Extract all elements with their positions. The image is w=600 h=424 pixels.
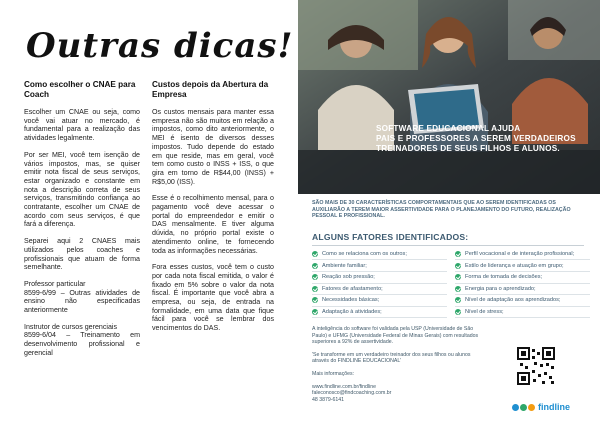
findline-logo [512,400,570,414]
column-costs [152,80,274,341]
factor-item [455,284,590,296]
factor-label: Nível de adaptação aos aprendizados; [465,297,561,304]
divider [312,245,584,246]
factor-item [455,249,590,261]
factor-label: Ambiente familiar; [322,262,367,269]
factor-label: Fatores de afastamento; [322,285,383,292]
factor-item [455,272,590,284]
cnae-paragraph-2: Por ser MEI, você tem isenção de vários impostos, mas, se quiser emitir nota fiscal de seus serviços, estar organizado e constante em nota a descrição correta de seus serviços, transmitindo confiança ao contratante, escolher um CNAE de acordo com seus serviços, é que fará a diferença. [24,150,140,229]
factors-title: ALGUNS FATORES IDENTIFICADOS: [312,231,469,242]
factor-label: Necessidades básicas; [322,297,380,304]
costs-heading: Custos depois da Abertura da Empresa [152,80,269,99]
check-icon [312,297,318,303]
check-icon [455,286,461,292]
banner-line-1: SOFTWARE EDUCACIONAL AJUDA [376,124,521,133]
factor-label: Reação sob pressão; [322,274,375,281]
qr-code-icon [516,346,556,386]
logo-dot [512,404,519,411]
cnae-item-2-title: Instrutor de cursos gerenciais [24,322,118,331]
check-icon [455,309,461,315]
factor-label: Perfil vocacional e de interação profissional; [465,251,575,258]
check-icon [312,263,318,269]
left-page [0,0,298,424]
contact-email[interactable]: faleconosco@findcoaching.com.br [312,390,392,397]
banner-line-3: TREINADORES DE SEUS FILHOS E ALUNOS. [376,144,560,153]
check-icon [312,274,318,280]
cnae-heading: Como escolher o CNAE para Coach [24,80,136,99]
factor-item [312,307,447,319]
page-title: Outras dicas! [26,26,294,66]
banner-line-2: PAIS E PROFESSORES A SEREM VERDADEIROS [376,134,576,143]
factor-label: Estilo de liderança e atuação em grupo; [465,262,564,269]
cnae-item-2-code: 8599-6/04 – Treinamento em desenvolvimento profissional e gerencial [24,331,140,357]
factors-list [312,249,590,319]
factor-item [312,272,447,284]
cnae-item-1-title: Professor particular [24,279,86,288]
check-icon [455,297,461,303]
factor-item [312,295,447,307]
right-page [298,0,600,424]
intro-text: SÃO MAIS DE 30 CARACTERÍSTICAS COMPORTAMENTAIS QUE AO SEREM IDENTIFICADAS OS AUXILIARÃO A TEREM MAIOR ASSERTIVIDADE PARA O PLANEJAMENTO DO FUTURO, REALIZAÇÃO PESSOAL E PROFISSIONAL. [312,200,571,220]
factor-item [312,260,447,272]
check-icon [455,251,461,257]
check-icon [455,274,461,280]
factor-label: Nível de stress; [465,309,504,316]
factor-label: Energia para o aprendizado; [465,285,536,292]
cnae-item-1-code: 8599-6/99 – Outras atividades de ensino não especificadas anteriormente [24,288,140,315]
costs-paragraph-2: Esse é o recolhimento mensal, para o pagamento você deve acessar o portal do empreendedor e emitir o DAS mensalmente. E tiver alguma dúvida, no próprio portal existe o atendimento online, te fornecendo toda as informações necessárias. [152,194,274,255]
column-cnae [24,80,140,366]
factor-item [312,284,447,296]
check-icon [312,309,318,315]
contact-phone: 48 3879-6141 [312,397,345,404]
contact-label: Mais informações: [312,370,355,377]
factor-label: Forma de tomada de decisões; [465,274,543,281]
logo-wordmark: findline [538,402,570,412]
contact-website[interactable]: www.findline.com.br/findline [312,383,377,390]
factor-item [455,307,590,319]
costs-paragraph-3: Fora esses custos, você tem o custo por cada nota fiscal emitida, o valor é fixado em 5% sobre o valor da nota fiscal. É importante que você abra a empresa, ou seja, de entrada na formalidade, em uma data que fique fácil para você se lembrar dos vencimentos do DAS. [152,263,274,333]
logo-mark-icon [512,404,536,411]
cnae-paragraph-3: Separei aqui 2 CNAES mais utilizados pelos coaches e profissionais que atuam de forma semelhante. [24,237,140,272]
costs-paragraph-1: Os custos mensais para manter essa empresa não são muitos em relação a impostos, como dito anteriormente, o MEI é isento de diversos desses impostos. Tudo depende do estado em que reside, mas em geral, você tem como custo o INSS + ISS, o que gira em torno de R$44,00 (INSS) + R$5,00 (ISS). [152,108,274,186]
quote-note: 'Se transforme em um verdadeiro treinador dos seus filhos ou alunos através do FINDLINE EDUCACIONAL' [312,351,471,365]
factor-item [455,295,590,307]
factor-item [455,260,590,272]
factor-label: Adaptação à atividades; [322,309,382,316]
students-photo [298,0,600,194]
photo-banner [376,124,592,154]
factor-item [312,249,447,261]
cnae-paragraph-1: Escolher um CNAE ou seja, como você vai atuar no mercado, é fundamental para a realização das atividades legalmente. [24,108,140,143]
logo-dot [520,404,527,411]
check-icon [312,251,318,257]
check-icon [312,286,318,292]
check-icon [455,263,461,269]
validation-note: A inteligência do software foi validada pela USP (Universidade de São Paulo) e UFMG (Universidade Federal de Minas Gerais) com resultados superiores a 92% de assertividade. [312,326,479,346]
factor-label: Como se relaciona com os outros; [322,251,407,258]
students-photo-illustration [298,0,600,194]
logo-dot [528,404,535,411]
